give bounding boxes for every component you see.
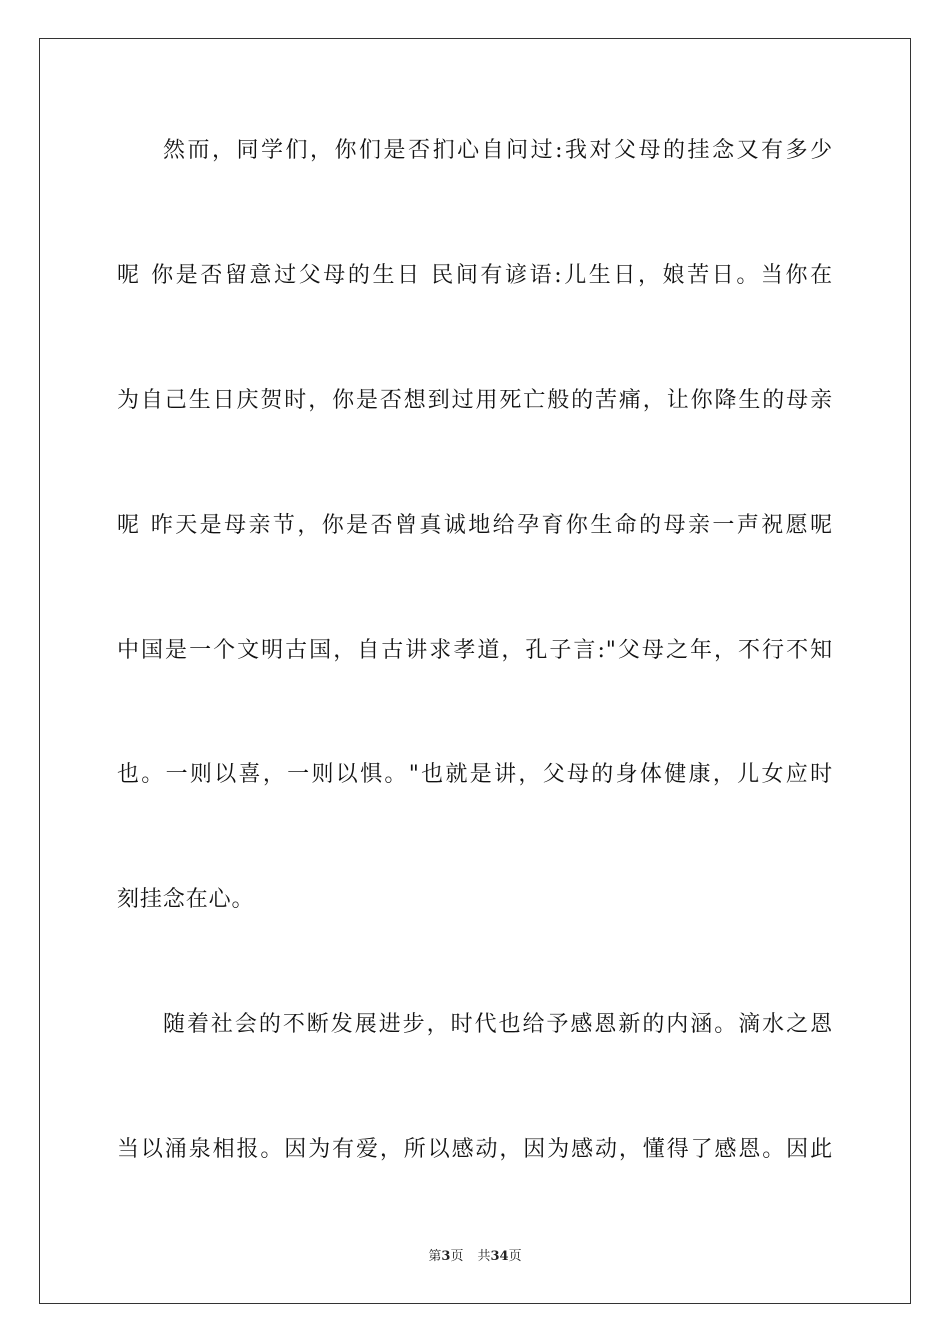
paragraph-line-3: 为自己生日庆贺时，你是否想到过用死亡般的苦痛，让你降生的母亲 xyxy=(117,388,833,413)
paragraph-line-2: 呢 你是否留意过父母的生日 民间有谚语:儿生日，娘苦日。当你在 xyxy=(117,263,833,288)
footer-total-suffix: 页 xyxy=(508,1249,522,1264)
page-border xyxy=(39,38,911,1304)
footer-total-prefix: 共 xyxy=(477,1249,491,1264)
paragraph-line-8: 随着社会的不断发展进步，时代也给予感恩新的内涵。滴水之恩 xyxy=(163,1012,833,1037)
footer-page-suffix: 页 xyxy=(450,1249,464,1264)
page-footer xyxy=(0,1248,950,1266)
footer-page-prefix: 第 xyxy=(428,1249,442,1264)
paragraph-line-9: 当以涌泉相报。因为有爱，所以感动，因为感动，懂得了感恩。因此 xyxy=(117,1137,833,1162)
paragraph-line-7: 刻挂念在心。 xyxy=(117,887,255,912)
paragraph-line-4: 呢 昨天是母亲节，你是否曾真诚地给孕育你生命的母亲一声祝愿呢 xyxy=(117,513,833,538)
paragraph-line-5: 中国是一个文明古国，自古讲求孝道，孔子言:"父母之年，不行不知 xyxy=(117,638,833,663)
footer-total-pages: 34 xyxy=(490,1249,509,1264)
footer-page-number: 3 xyxy=(441,1249,451,1264)
paragraph-line-6: 也。一则以喜，一则以惧。"也就是讲，父母的身体健康，儿女应时 xyxy=(117,762,833,787)
paragraph-line-1: 然而，同学们，你们是否扪心自问过:我对父母的挂念又有多少 xyxy=(163,138,833,163)
